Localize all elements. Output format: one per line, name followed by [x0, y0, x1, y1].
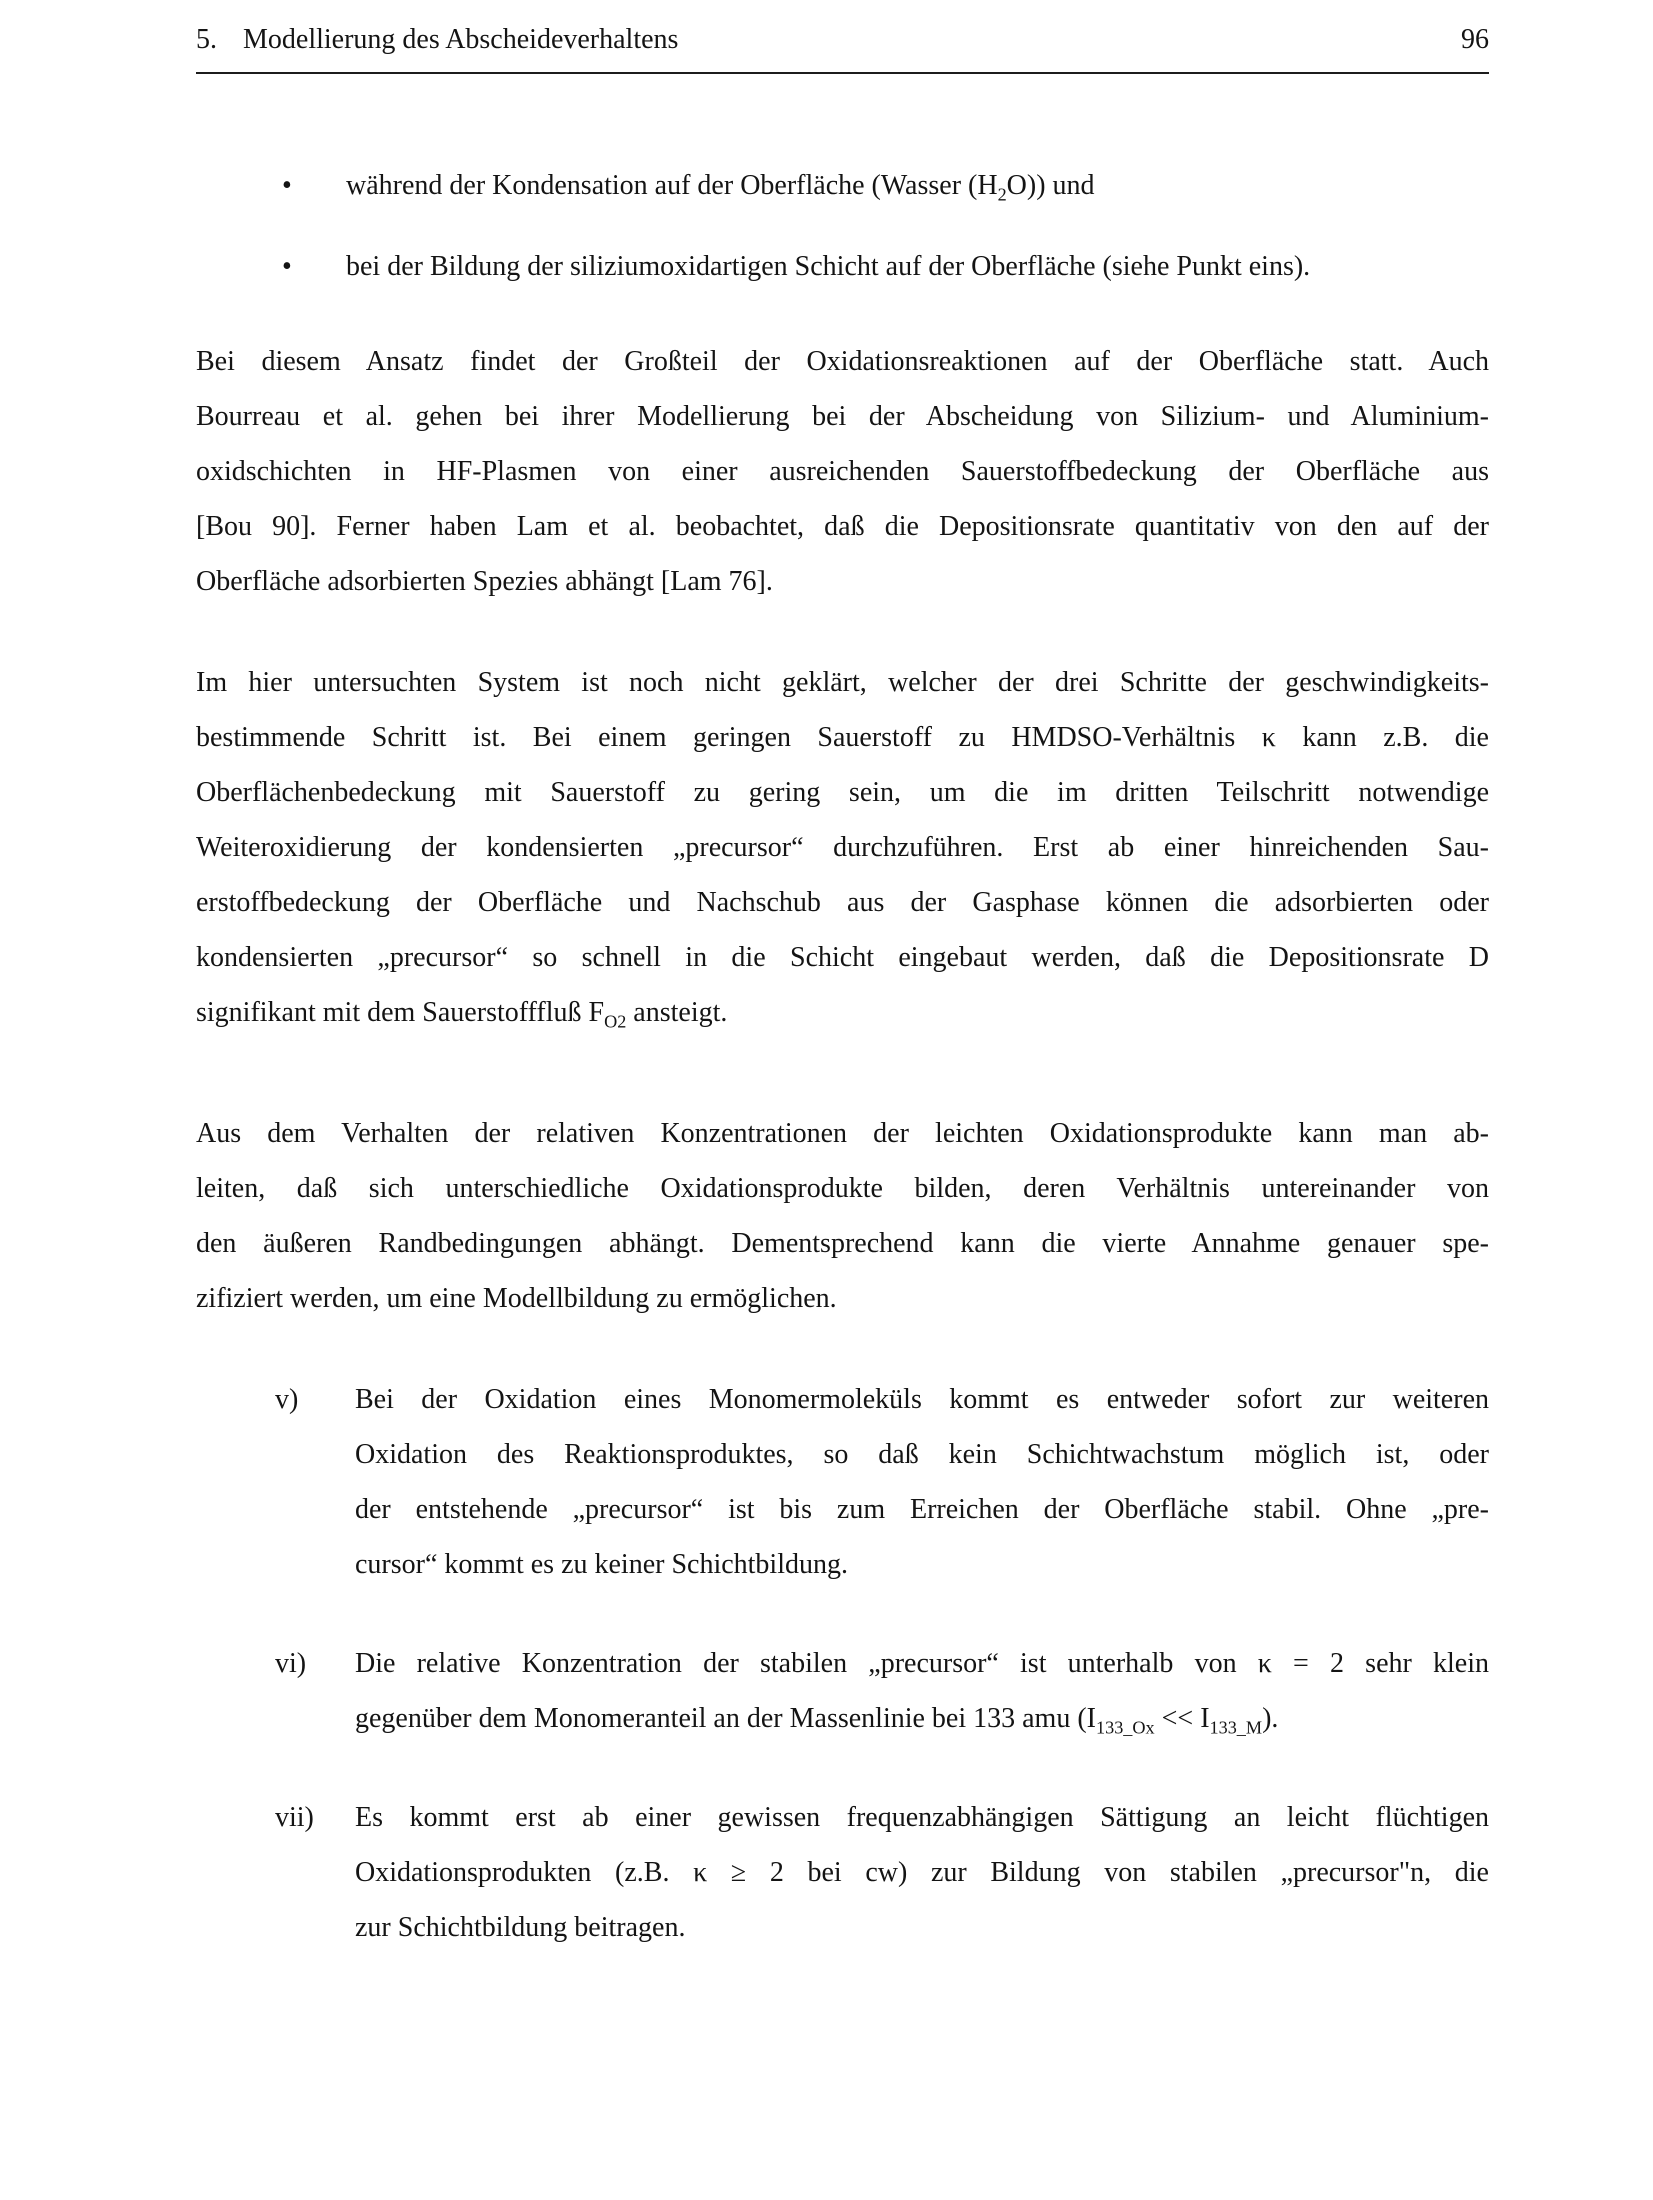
text-part: gegenüber dem Monomeranteil an der Massenlinie bei 133 amu (I — [355, 1703, 1096, 1734]
text-part: ). — [1262, 1703, 1279, 1734]
text-line: der entstehende „precursor“ ist bis zum Erreichen der Oberfläche stabil. Ohne „pre- — [355, 1494, 1489, 1525]
text-line: leiten, daß sich unterschiedliche Oxidationsprodukte bilden, deren Verhältnis untereinander von — [196, 1173, 1489, 1204]
bullet-item — [196, 239, 1489, 294]
text-line: Bei diesem Ansatz findet der Großteil der Oxidationsreaktionen auf der Oberfläche statt. Auch — [196, 346, 1489, 377]
bullet-item — [196, 158, 1489, 213]
item-label: v) — [275, 1384, 299, 1415]
text-line: Die relative Konzentration der stabilen „precursor“ ist unterhalb von κ = 2 sehr klein — [355, 1648, 1489, 1679]
text-line: cursor“ kommt es zu keiner Schichtbildung. — [355, 1549, 848, 1580]
text-line: oxidschichten in HF-Plasmen von einer ausreichenden Sauerstoffbedeckung der Oberfläche aus — [196, 456, 1489, 487]
list-item-vi — [196, 1636, 1489, 1746]
text-line: Im hier untersuchten System ist noch nicht geklärt, welcher der drei Schritte der geschwindigkeits- — [196, 667, 1489, 698]
page-header — [196, 0, 1489, 74]
bullet-text-part: O)) und — [1006, 170, 1095, 201]
text-line: Oxidation des Reaktionsproduktes, so daß kein Schichtwachstum möglich ist, oder — [355, 1439, 1489, 1470]
subscript: 133_M — [1209, 1717, 1263, 1738]
paragraph-3 — [196, 1106, 1489, 1326]
bullet-marker: • — [282, 170, 292, 201]
text-line: Bei der Oxidation eines Monomermoleküls kommt es entweder sofort zur weiteren — [355, 1384, 1489, 1415]
text-line: zifiziert werden, um eine Modellbildung zu ermöglichen. — [196, 1283, 837, 1314]
text-line: den äußeren Randbedingungen abhängt. Dementsprechend kann die vierte Annahme genauer spe- — [196, 1228, 1489, 1259]
text-line: Oberfläche adsorbierten Spezies abhängt [Lam 76]. — [196, 566, 773, 597]
text-line: Aus dem Verhalten der relativen Konzentrationen der leichten Oxidationsprodukte kann man ab- — [196, 1118, 1489, 1149]
chapter-title: Modellierung des Abscheideverhaltens — [243, 24, 679, 55]
chapter-number: 5. — [196, 24, 217, 55]
text-line: erstoffbedeckung der Oberfläche und Nachschub aus der Gasphase können die adsorbierten oder — [196, 887, 1489, 918]
paragraph-2 — [196, 655, 1489, 1040]
list-item-v — [196, 1372, 1489, 1592]
subscript: 2 — [997, 184, 1007, 205]
text-line — [355, 1691, 1489, 1746]
bullet-marker: • — [282, 251, 292, 282]
text-line: bestimmende Schritt ist. Bei einem geringen Sauerstoff zu HMDSO-Verhältnis κ kann z.B. die — [196, 722, 1489, 753]
bullet-text-part: während der Kondensation auf der Oberfläche (Wasser (H — [346, 170, 998, 201]
text-line: Oxidationsprodukten (z.B. κ ≥ 2 bei cw) zur Bildung von stabilen „precursor"n, die — [355, 1857, 1489, 1888]
text-part: signifikant mit dem Sauerstofffluß F — [196, 997, 605, 1028]
text-part: ansteigt. — [626, 997, 728, 1028]
bullet-text: bei der Bildung der siliziumoxidartigen Schicht auf der Oberfläche (siehe Punkt eins). — [346, 251, 1311, 282]
subscript: O2 — [604, 1011, 627, 1032]
page-number: 96 — [1461, 24, 1489, 55]
text-part: << I — [1154, 1703, 1210, 1734]
paragraph-1 — [196, 334, 1489, 609]
bullet-text — [346, 170, 1095, 205]
text-line: zur Schichtbildung beitragen. — [355, 1912, 686, 1943]
bullet-list — [196, 158, 1489, 294]
subscript: 133_Ox — [1096, 1717, 1155, 1738]
item-label: vi) — [275, 1648, 307, 1679]
text-line: [Bou 90]. Ferner haben Lam et al. beobachtet, daß die Depositionsrate quantitativ von den auf der — [196, 511, 1489, 542]
text-line: Es kommt erst ab einer gewissen frequenzabhängigen Sättigung an leicht flüchtigen — [355, 1802, 1489, 1833]
text-line — [196, 985, 1489, 1040]
text-line: Bourreau et al. gehen bei ihrer Modellierung bei der Abscheidung von Silizium- und Aluminium- — [196, 401, 1489, 432]
list-item-vii — [196, 1790, 1489, 1955]
page-content — [196, 158, 1489, 1955]
text-line: kondensierten „precursor“ so schnell in die Schicht eingebaut werden, daß die Depositionsrate D — [196, 942, 1489, 973]
text-line: Weiteroxidierung der kondensierten „precursor“ durchzuführen. Erst ab einer hinreichenden Sau- — [196, 832, 1489, 863]
text-line: Oberflächenbedeckung mit Sauerstoff zu gering sein, um die im dritten Teilschritt notwendige — [196, 777, 1489, 808]
item-label: vii) — [275, 1802, 314, 1833]
